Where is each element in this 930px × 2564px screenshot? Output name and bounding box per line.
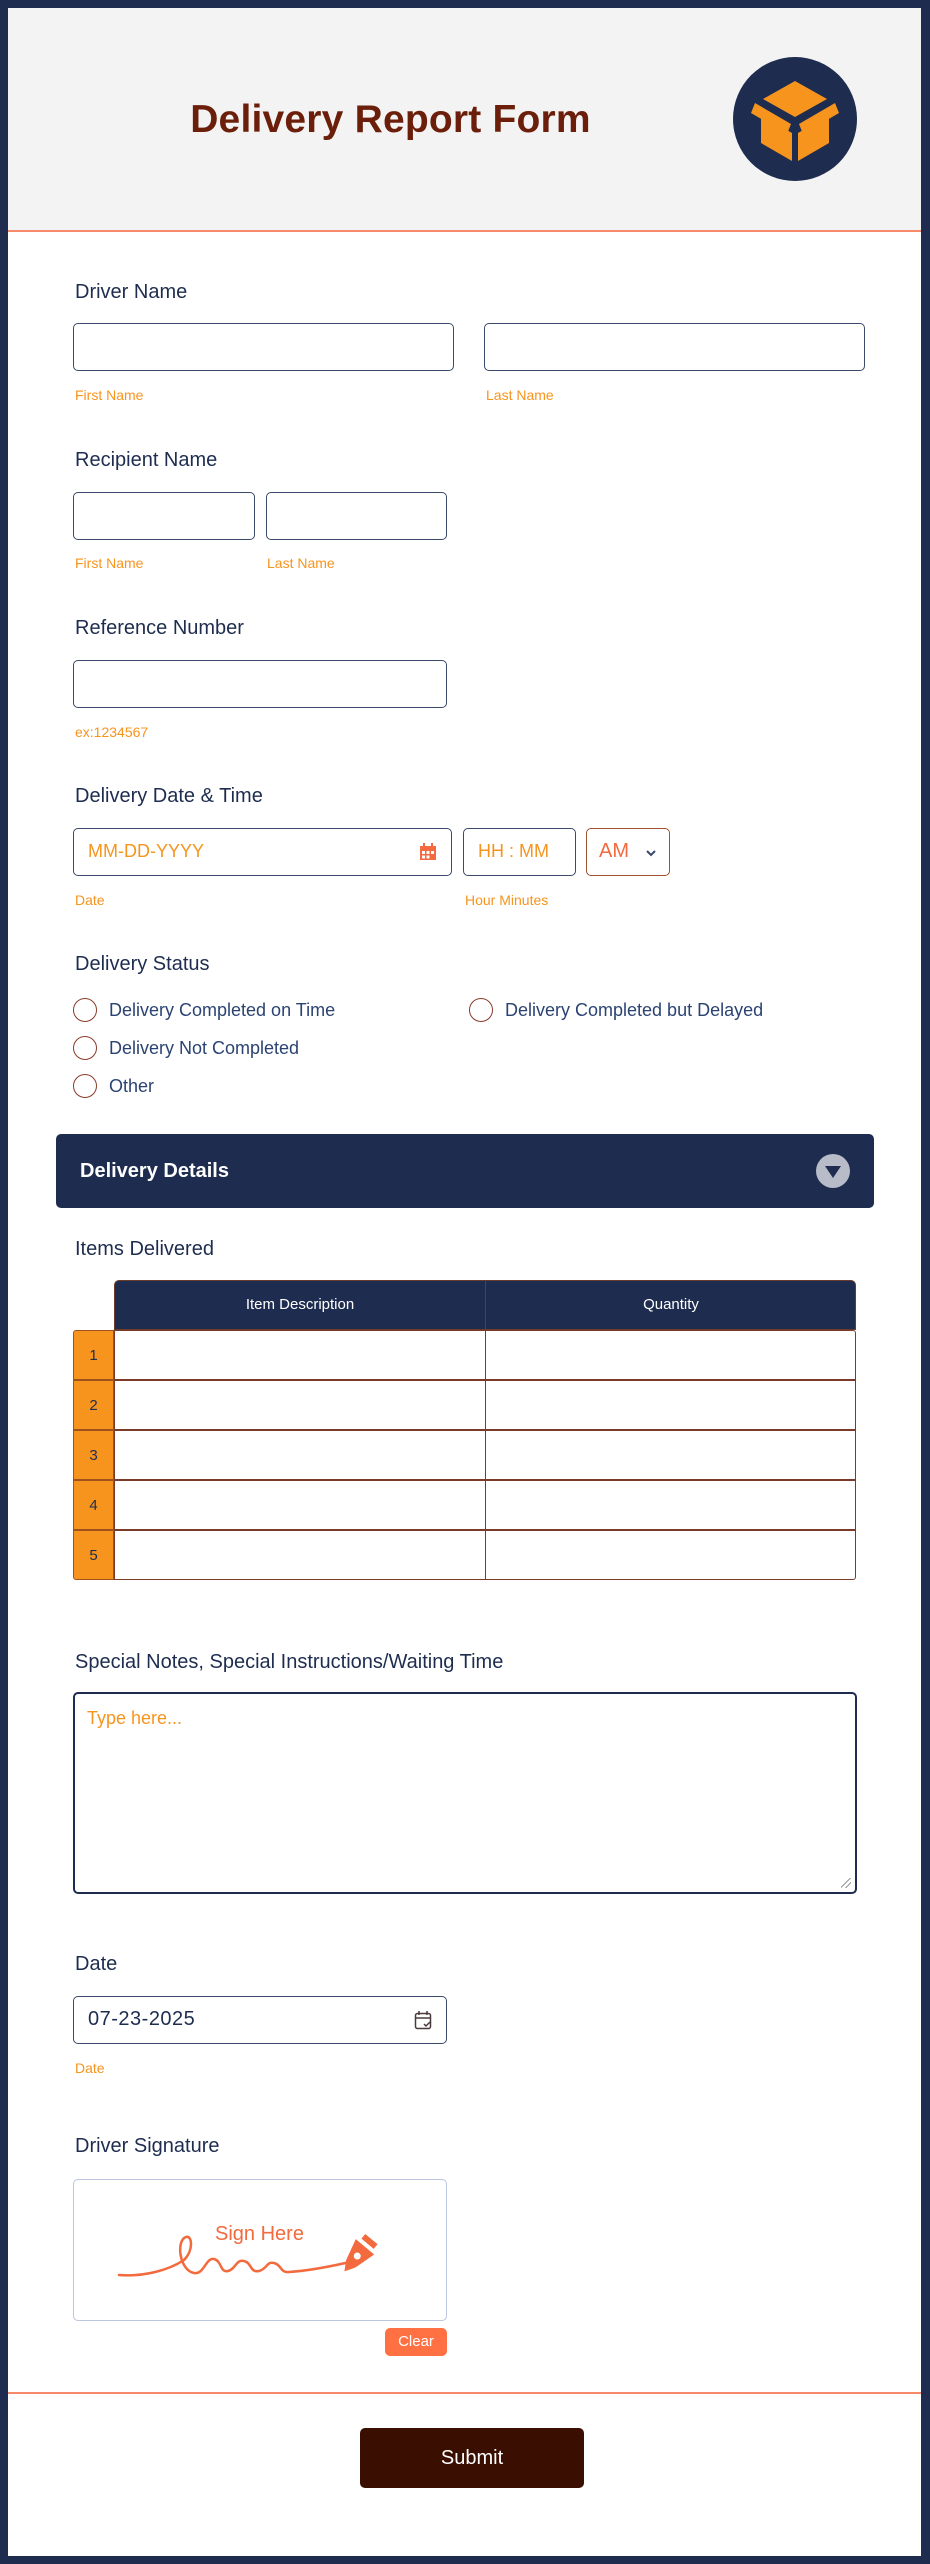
status-option-on-time[interactable] bbox=[73, 998, 335, 1022]
special-notes-textarea[interactable] bbox=[73, 1692, 857, 1894]
reference-number-input[interactable] bbox=[73, 660, 447, 708]
footer-divider bbox=[8, 2392, 921, 2394]
chevron-down-icon bbox=[645, 845, 657, 863]
calendar-check-icon[interactable] bbox=[414, 2010, 432, 2035]
recipient-name-label: Recipient Name bbox=[75, 449, 218, 471]
radio-button[interactable] bbox=[73, 1074, 97, 1098]
quantity-cell-input[interactable] bbox=[485, 1480, 856, 1530]
form-header bbox=[8, 8, 921, 232]
delivery-status-label: Delivery Status bbox=[75, 953, 210, 975]
driver-last-name-input[interactable] bbox=[484, 323, 865, 371]
driver-first-name-input[interactable] bbox=[73, 323, 454, 371]
delivery-date-sublabel: Date bbox=[75, 892, 105, 908]
delivery-date-placeholder: MM-DD-YYYY bbox=[88, 841, 204, 861]
date-label: Date bbox=[75, 1953, 118, 1975]
collapse-toggle-icon[interactable] bbox=[816, 1154, 850, 1188]
form-container bbox=[8, 8, 921, 2556]
sign-here-prompt: Sign Here bbox=[215, 2223, 304, 2245]
signature-scribble-icon bbox=[114, 2215, 414, 2295]
column-header-quantity: Quantity bbox=[643, 1296, 699, 1313]
delivery-datetime-label: Delivery Date & Time bbox=[75, 785, 263, 807]
recipient-last-name-sublabel: Last Name bbox=[267, 555, 335, 571]
description-cell-input[interactable] bbox=[114, 1530, 486, 1580]
status-option-not-completed[interactable] bbox=[73, 1036, 299, 1060]
recipient-last-name-input[interactable] bbox=[266, 492, 447, 540]
description-cell-input[interactable] bbox=[114, 1380, 486, 1430]
row-number: 4 bbox=[73, 1480, 114, 1530]
signature-pad[interactable] bbox=[73, 2179, 447, 2321]
radio-button[interactable] bbox=[73, 998, 97, 1022]
items-delivered-label: Items Delivered bbox=[75, 1238, 214, 1260]
section-title: Delivery Details bbox=[80, 1160, 229, 1182]
ampm-select[interactable] bbox=[586, 828, 670, 876]
ampm-value: AM bbox=[599, 840, 629, 862]
row-number: 2 bbox=[73, 1380, 114, 1430]
delivery-details-section[interactable] bbox=[56, 1134, 874, 1208]
special-notes-label: Special Notes, Special Instructions/Waiting Time bbox=[75, 1651, 504, 1673]
quantity-cell-input[interactable] bbox=[485, 1530, 856, 1580]
recipient-first-name-input[interactable] bbox=[73, 492, 255, 540]
quantity-cell-input[interactable] bbox=[485, 1380, 856, 1430]
driver-first-name-sublabel: First Name bbox=[75, 387, 144, 403]
radio-button[interactable] bbox=[469, 998, 493, 1022]
reference-number-hint: ex:1234567 bbox=[75, 724, 149, 740]
description-cell-input[interactable] bbox=[114, 1480, 486, 1530]
delivery-date-input[interactable] bbox=[73, 828, 452, 876]
delivery-time-input[interactable] bbox=[463, 828, 576, 876]
form-title: Delivery Report Form bbox=[190, 98, 591, 141]
column-header-description: Item Description bbox=[115, 1281, 486, 1329]
package-box-icon bbox=[733, 57, 857, 181]
resize-handle-icon[interactable] bbox=[841, 1878, 851, 1888]
radio-button[interactable] bbox=[73, 1036, 97, 1060]
quantity-cell-input[interactable] bbox=[485, 1430, 856, 1480]
calendar-icon[interactable] bbox=[419, 843, 437, 866]
row-number: 1 bbox=[73, 1330, 114, 1380]
delivery-time-placeholder: HH : MM bbox=[478, 841, 549, 861]
date-sublabel: Date bbox=[75, 2060, 105, 2076]
status-option-delayed[interactable] bbox=[469, 998, 763, 1022]
date-value: 07-23-2025 bbox=[88, 2008, 196, 2030]
driver-signature-label: Driver Signature bbox=[75, 2135, 220, 2157]
status-option-label: Delivery Not Completed bbox=[109, 1037, 300, 1058]
delivery-time-sublabel: Hour Minutes bbox=[465, 892, 549, 908]
special-notes-placeholder: Type here... bbox=[87, 1708, 183, 1728]
status-option-label: Delivery Completed on Time bbox=[109, 999, 336, 1020]
driver-last-name-sublabel: Last Name bbox=[486, 387, 554, 403]
submit-button[interactable]: Submit bbox=[360, 2428, 584, 2488]
status-option-other[interactable] bbox=[73, 1074, 154, 1098]
status-option-label: Other bbox=[109, 1075, 155, 1096]
row-number: 3 bbox=[73, 1430, 114, 1480]
table-header bbox=[114, 1280, 856, 1330]
driver-name-label: Driver Name bbox=[75, 281, 188, 303]
description-cell-input[interactable] bbox=[114, 1330, 486, 1380]
clear-signature-button[interactable]: Clear bbox=[385, 2328, 447, 2356]
reference-number-label: Reference Number bbox=[75, 617, 244, 639]
date-input[interactable] bbox=[73, 1996, 447, 2044]
description-cell-input[interactable] bbox=[114, 1430, 486, 1480]
status-option-label: Delivery Completed but Delayed bbox=[505, 999, 764, 1020]
quantity-cell-input[interactable] bbox=[485, 1330, 856, 1380]
row-number: 5 bbox=[73, 1530, 114, 1580]
recipient-first-name-sublabel: First Name bbox=[75, 555, 144, 571]
